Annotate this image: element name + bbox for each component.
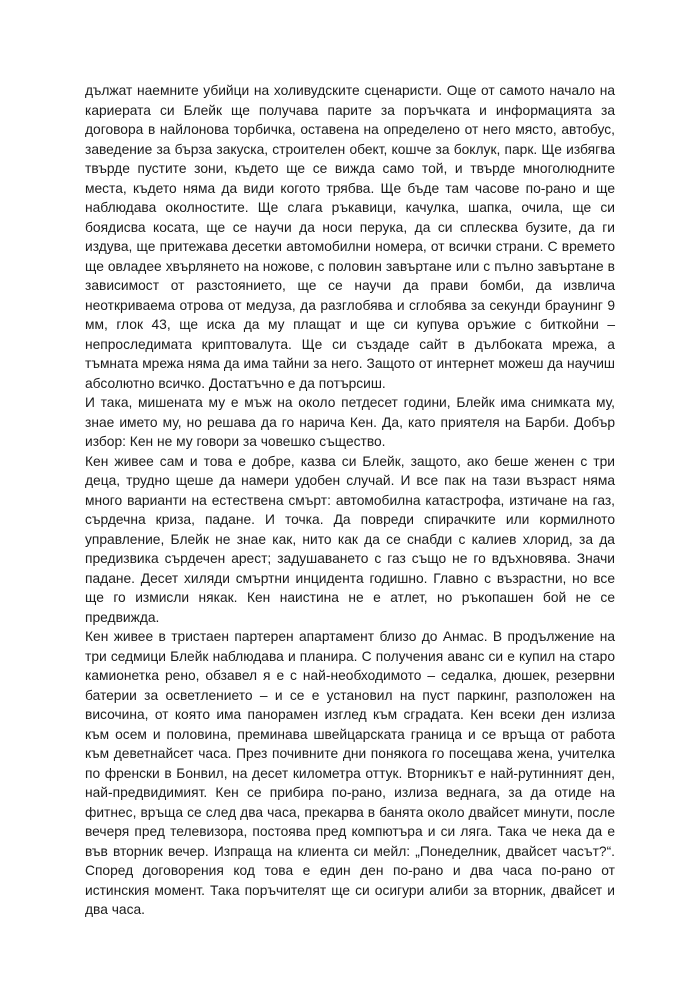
text-body: [85, 81, 615, 920]
paragraph: дължат наемните убийци на холивудските сценаристи. Още от самото начало на кариерата си Блейк ще получава парите за поръчката и информацията за договора в найлонова торбичка, оставена на определено от него място, автобус, заведение за бърза закуска, строителен обект, кошче за боклук, парк. Ще избягва твърде пустите зони, където ще се вижда само той, и твърде многолюдните места, където няма да види когото трябва. Ще бъде там часове по-рано и ще наблюдава околностите. Ще слага ръкавици, качулка, шапка, очила, ще си боядисва косата, ще се научи да носи перука, да си сплесква бузите, да ги издува, ще притежава десетки автомобилни номера, от всички страни. С времето ще овладее хвърлянето на ножове, с половин завъртане или с пълно завъртане в зависимост от разстоянието, ще се научи да прави бомби, да извлича неоткриваема отрова от медуза, да разглобява и сглобява за секунди браунинг 9 мм, глок 43, ще иска да му плащат и ще си купува оръжие с биткойни – непроследимата криптовалута. Ще си създаде сайт в дълбоката мрежа, а тъмната мрежа няма да има тайни за него. Защото от интернет можеш да научиш абсолютно всичко. Достатъчно е да потърсиш.: [85, 83, 615, 391]
paragraph: Кен живее в тристаен партерен апартамент близо до Анмас. В продължение на три седмици Блейк наблюдава и планира. С получения аванс си е купил на старо камионетка рено, обзавел я е с най-необходимото – седалка, дюшек, резервни батерии за осветлението – и се е установил на пуст паркинг, разположен на височина, от която има панорамен изглед към сградата. Кен всеки ден излиза към осем и половина, преминава швейцарската граница и се връща от работа към деветнайсет часа. През почивните дни понякога го посещава жена, учителка по френски в Бонвил, на десет километра оттук. Вторникът е най-рутинният ден, най-предвидимият. Кен се прибира по-рано, излиза веднага, за да отиде на фитнес, връща се след два часа, прекарва в банята около двайсет минути, после вечеря пред телевизора, постоява пред компютъра и си ляга. Така че нека да е във вторник вечер. Изпраща на клиента си мейл: „Понеделник, двайсет часът?“. Според договорения код това е един ден по-рано и два часа по-рано от истинския момент. Така поръчителят ще си осигури алиби за вторник, двайсет и два часа.: [85, 629, 615, 917]
paragraph: И така, мишената му е мъж на около петдесет години, Блейк има снимката му, знае името му, но решава да го нарича Кен. Да, като приятеля на Барби. Добър избор: Кен не му говори за човешко същество.: [85, 395, 615, 449]
paragraph: Кен живее сам и това е добре, казва си Блейк, защото, ако беше женен с три деца, трудно щеше да намери удобен случай. И все пак на тази възраст няма много варианти на естествена смърт: автомобилна катастрофа, изтичане на газ, сърдечна криза, падане. И точка. Да повреди спирачките или кормилното управление, Блейк не знае как, нито как да се снабди с калиев хлорид, за да предизвика сърдечен арест; задушаването с газ също не го вдъхновява. Значи падане. Десет хиляди смъртни инцидента годишно. Главно с възрастни, но все ще го измисли някак. Кен наистина не е атлет, но ръкопашен бой не се предвижда.: [85, 453, 615, 625]
